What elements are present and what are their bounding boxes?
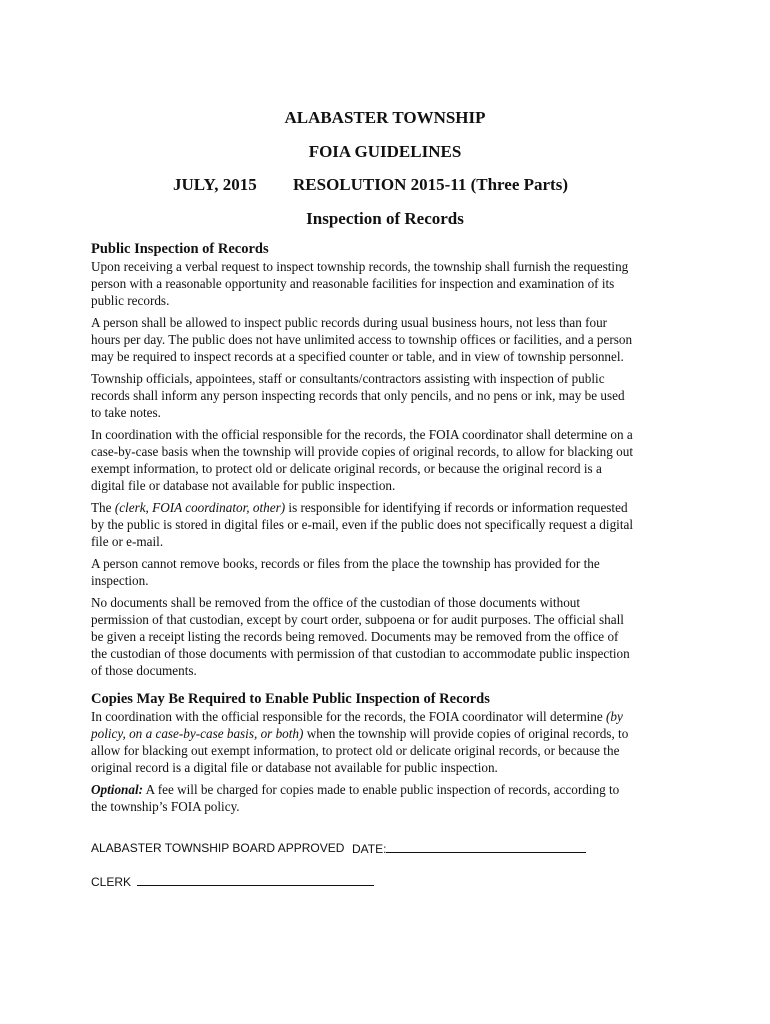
board-approved-label: ALABASTER TOWNSHIP BOARD APPROVED — [91, 841, 345, 855]
date-blank-line — [386, 841, 586, 853]
clerk-line — [91, 874, 374, 889]
resolution-number: RESOLUTION 2015-11 (Three Parts) — [293, 175, 568, 194]
document-date: JULY, 2015 — [173, 175, 257, 194]
paragraph: Upon receiving a verbal request to inspect township records, the township shall furnish the requesting person with a reasonable opportunity and reasonable facilities for inspection and examination of its public records. — [91, 259, 629, 308]
section-heading-public-inspection: Public Inspection of Records — [91, 241, 269, 257]
paragraph: Township officials, appointees, staff or consultants/contractors assisting with inspection of public records shall inform any person inspecting records that only pencils, and no pens or ink, may be used to take notes. — [91, 371, 625, 420]
approval-line — [91, 841, 387, 856]
italic-placeholder: (clerk, FOIA coordinator, other) — [114, 500, 286, 515]
paragraph: The (clerk, FOIA coordinator, other) is responsible for identifying if records or information requested by the public is stored in digital files or e-mail, even if the public does not specifically request a digital file or e-mail. — [91, 500, 634, 549]
clerk-label: CLERK — [91, 875, 132, 889]
italic-placeholder: (by policy, on a case-by-case basis, or both) — [91, 709, 623, 741]
paragraph: In coordination with the official responsible for the records, the FOIA coordinator will determine (by policy, on a case-by-case basis, or both) when the township will provide copies of original records, to allow for blacking out exempt information, to protect old or delicate original records, or because the original record is a digital file or database not available for public inspection. — [91, 709, 629, 775]
document-subtitle-guidelines: FOIA GUIDELINES — [308, 142, 462, 161]
paragraph: A person shall be allowed to inspect public records during usual business hours, not less than four hours per day. The public does not have unlimited access to township offices or facilities, and a person may be required to inspect records at a specified counter or table, and in view of township personnel. — [91, 315, 633, 364]
paragraph: A person cannot remove books, records or files from the place the township has provided for the inspection. — [91, 556, 600, 588]
section-title: Inspection of Records — [306, 209, 464, 228]
paragraph: In coordination with the official responsible for the records, the FOIA coordinator shall determine on a case-by-case basis when the township will provide copies of original records, to allow for blacking out exempt information, to protect old or delicate original records, or because the original record is a digital file or database not available for public inspection. — [91, 427, 634, 493]
section-heading-copies: Copies May Be Required to Enable Public Inspection of Records — [91, 691, 490, 707]
clerk-blank-line — [137, 874, 374, 886]
document-body — [91, 241, 636, 820]
document-title: ALABASTER TOWNSHIP — [284, 108, 486, 127]
optional-label: Optional: — [91, 782, 144, 797]
date-field: DATE: — [352, 841, 586, 856]
paragraph: No documents shall be removed from the office of the custodian of those documents without permission of that custodian, except by court order, subpoena or for audit purposes. The official shall be given a receipt listing the records being removed. Documents may be removed from the office of the custodian of those documents with permission of that custodian to accommodate public inspection of those documents. — [91, 595, 630, 678]
paragraph-optional: Optional: A fee will be charged for copies made to enable public inspection of records, according to the township’s FOIA policy. — [91, 782, 620, 814]
